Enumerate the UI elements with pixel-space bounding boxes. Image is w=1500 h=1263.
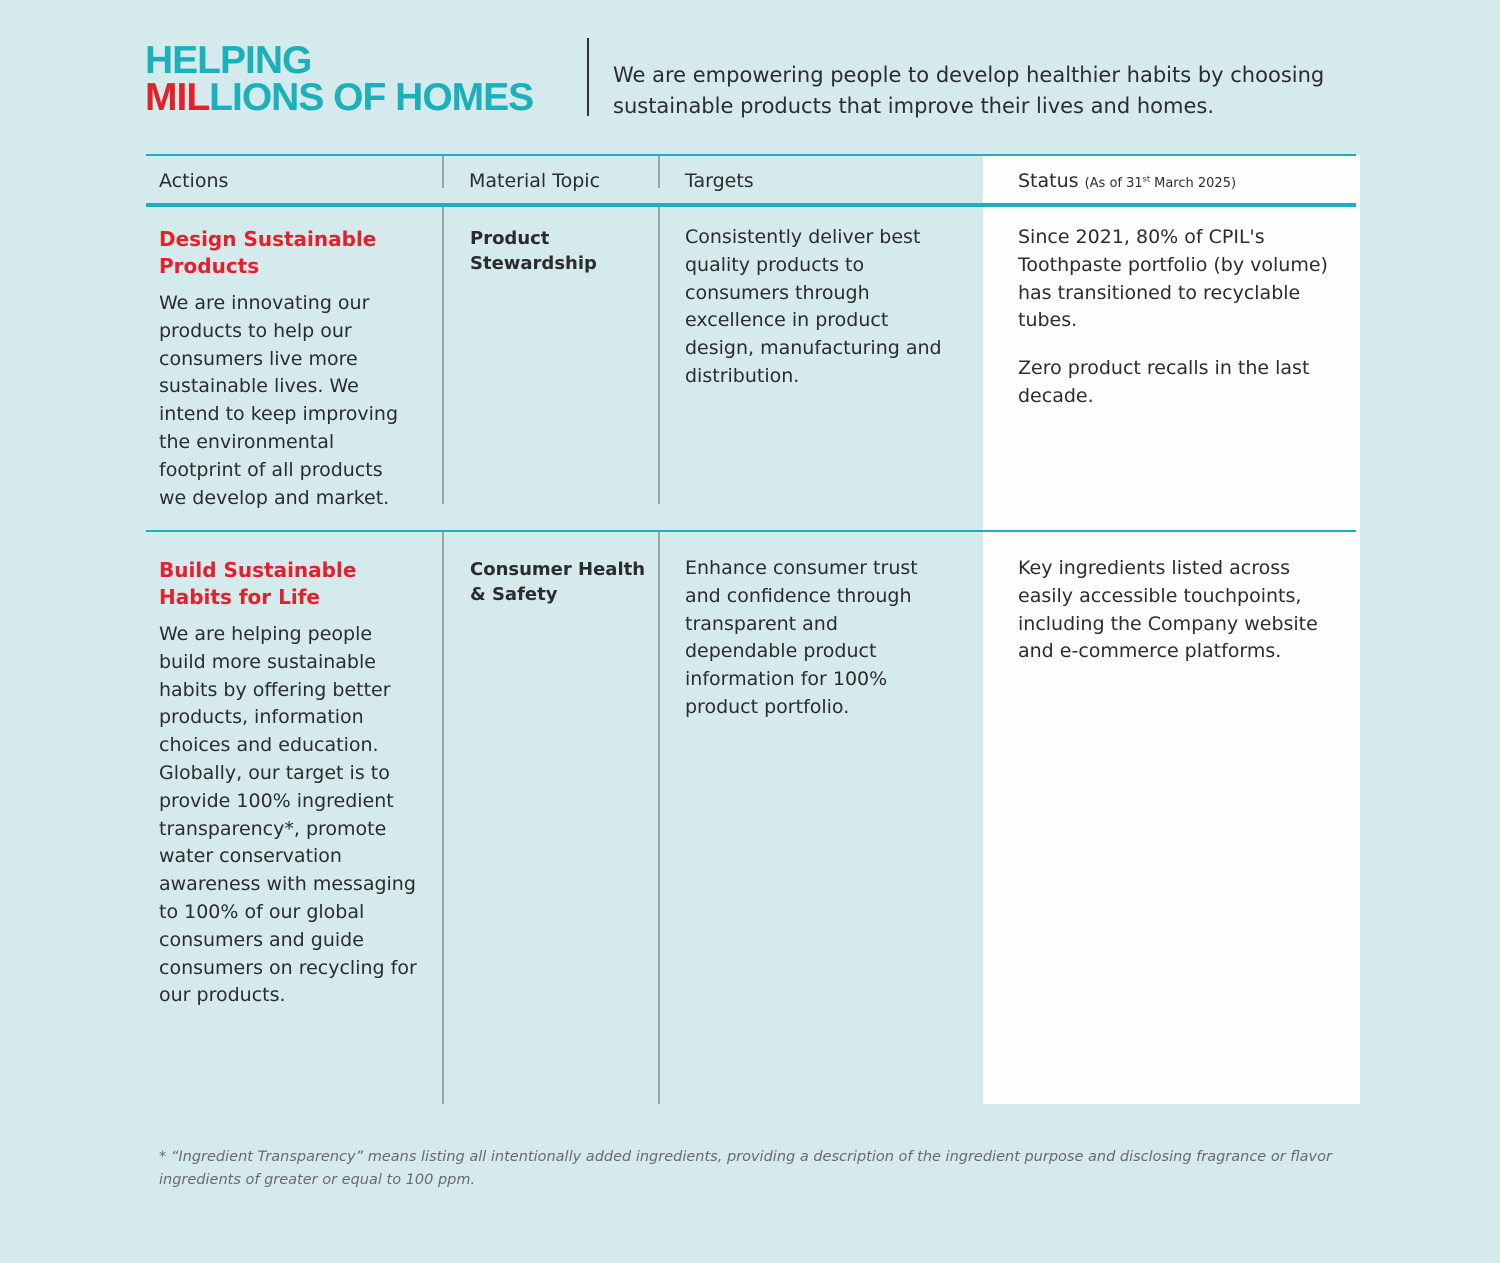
status-cell [1018, 224, 1328, 411]
target-text: Consistently deliver best quality products to consumers through excellence in product design, manufacturing and distribution. [685, 226, 942, 387]
header-column-divider [658, 156, 660, 188]
column-divider [442, 532, 444, 1104]
status-label: Status [1018, 170, 1079, 192]
footnote: * “Ingredient Transparency” means listing all intentionally added ingredients, providing a description of the ingredient purpose and disclosing fragrance or flavor ingredients of greater or equal to 100 ppm. [159, 1149, 1332, 1188]
column-divider [442, 207, 444, 504]
status-text: Key ingredients listed across easily accessible touchpoints, including the Company website and e-commerce platforms. [1018, 557, 1318, 663]
material-topic: Product Stewardship [470, 228, 597, 274]
action-description: We are helping people build more sustainable habits by offering better products, information choices and education. Globally, our target is to provide 100% ingredient transparency*, promote water conservation awareness with messaging to 100% of our global consumers and guide consumers on recycling for our products. [159, 623, 417, 1007]
header-column-divider [442, 156, 444, 188]
intro-text: We are empowering people to develop healthier habits by choosing sustainable products that improve their lives and homes. [613, 63, 1325, 118]
status-date-note: (As of 31st March 2025) [1084, 174, 1237, 191]
material-topic: Consumer Health & Safety [470, 559, 646, 605]
table-row-divider [146, 530, 1356, 532]
status-cell [1018, 555, 1328, 666]
title-line-2-highlight: MIL [145, 76, 210, 119]
table-header-rule [146, 203, 1356, 207]
title-divider [587, 38, 589, 116]
title-line-2-rest: LIONS OF HOMES [209, 76, 534, 119]
action-description: We are innovating our products to help our consumers live more sustainable lives. We intend to keep improving the environmental footprint of all products we develop and market. [159, 292, 399, 509]
column-header-targets: Targets [685, 170, 754, 192]
page-title [145, 39, 534, 119]
table-row-action [159, 226, 414, 512]
target-text: Enhance consumer trust and confidence through transparent and dependable product information for 100% product portfolio. [685, 557, 918, 718]
column-header-material-topic: Material Topic [469, 170, 601, 192]
column-header-actions: Actions [159, 170, 229, 192]
action-title: Design Sustainable Products [159, 227, 377, 278]
title-line-2 [145, 76, 534, 119]
title-line-1: HELPING [145, 39, 312, 82]
table-top-rule [146, 154, 1356, 156]
column-header-status [1018, 170, 1236, 192]
table-row-action [159, 557, 424, 1010]
action-title: Build Sustainable Habits for Life [159, 558, 357, 609]
column-divider [658, 207, 660, 504]
status-text: Zero product recalls in the last decade. [1018, 357, 1310, 407]
column-divider [658, 532, 660, 1104]
status-text: Since 2021, 80% of CPIL's Toothpaste portfolio (by volume) has transitioned to recyclable tubes. [1018, 226, 1328, 332]
